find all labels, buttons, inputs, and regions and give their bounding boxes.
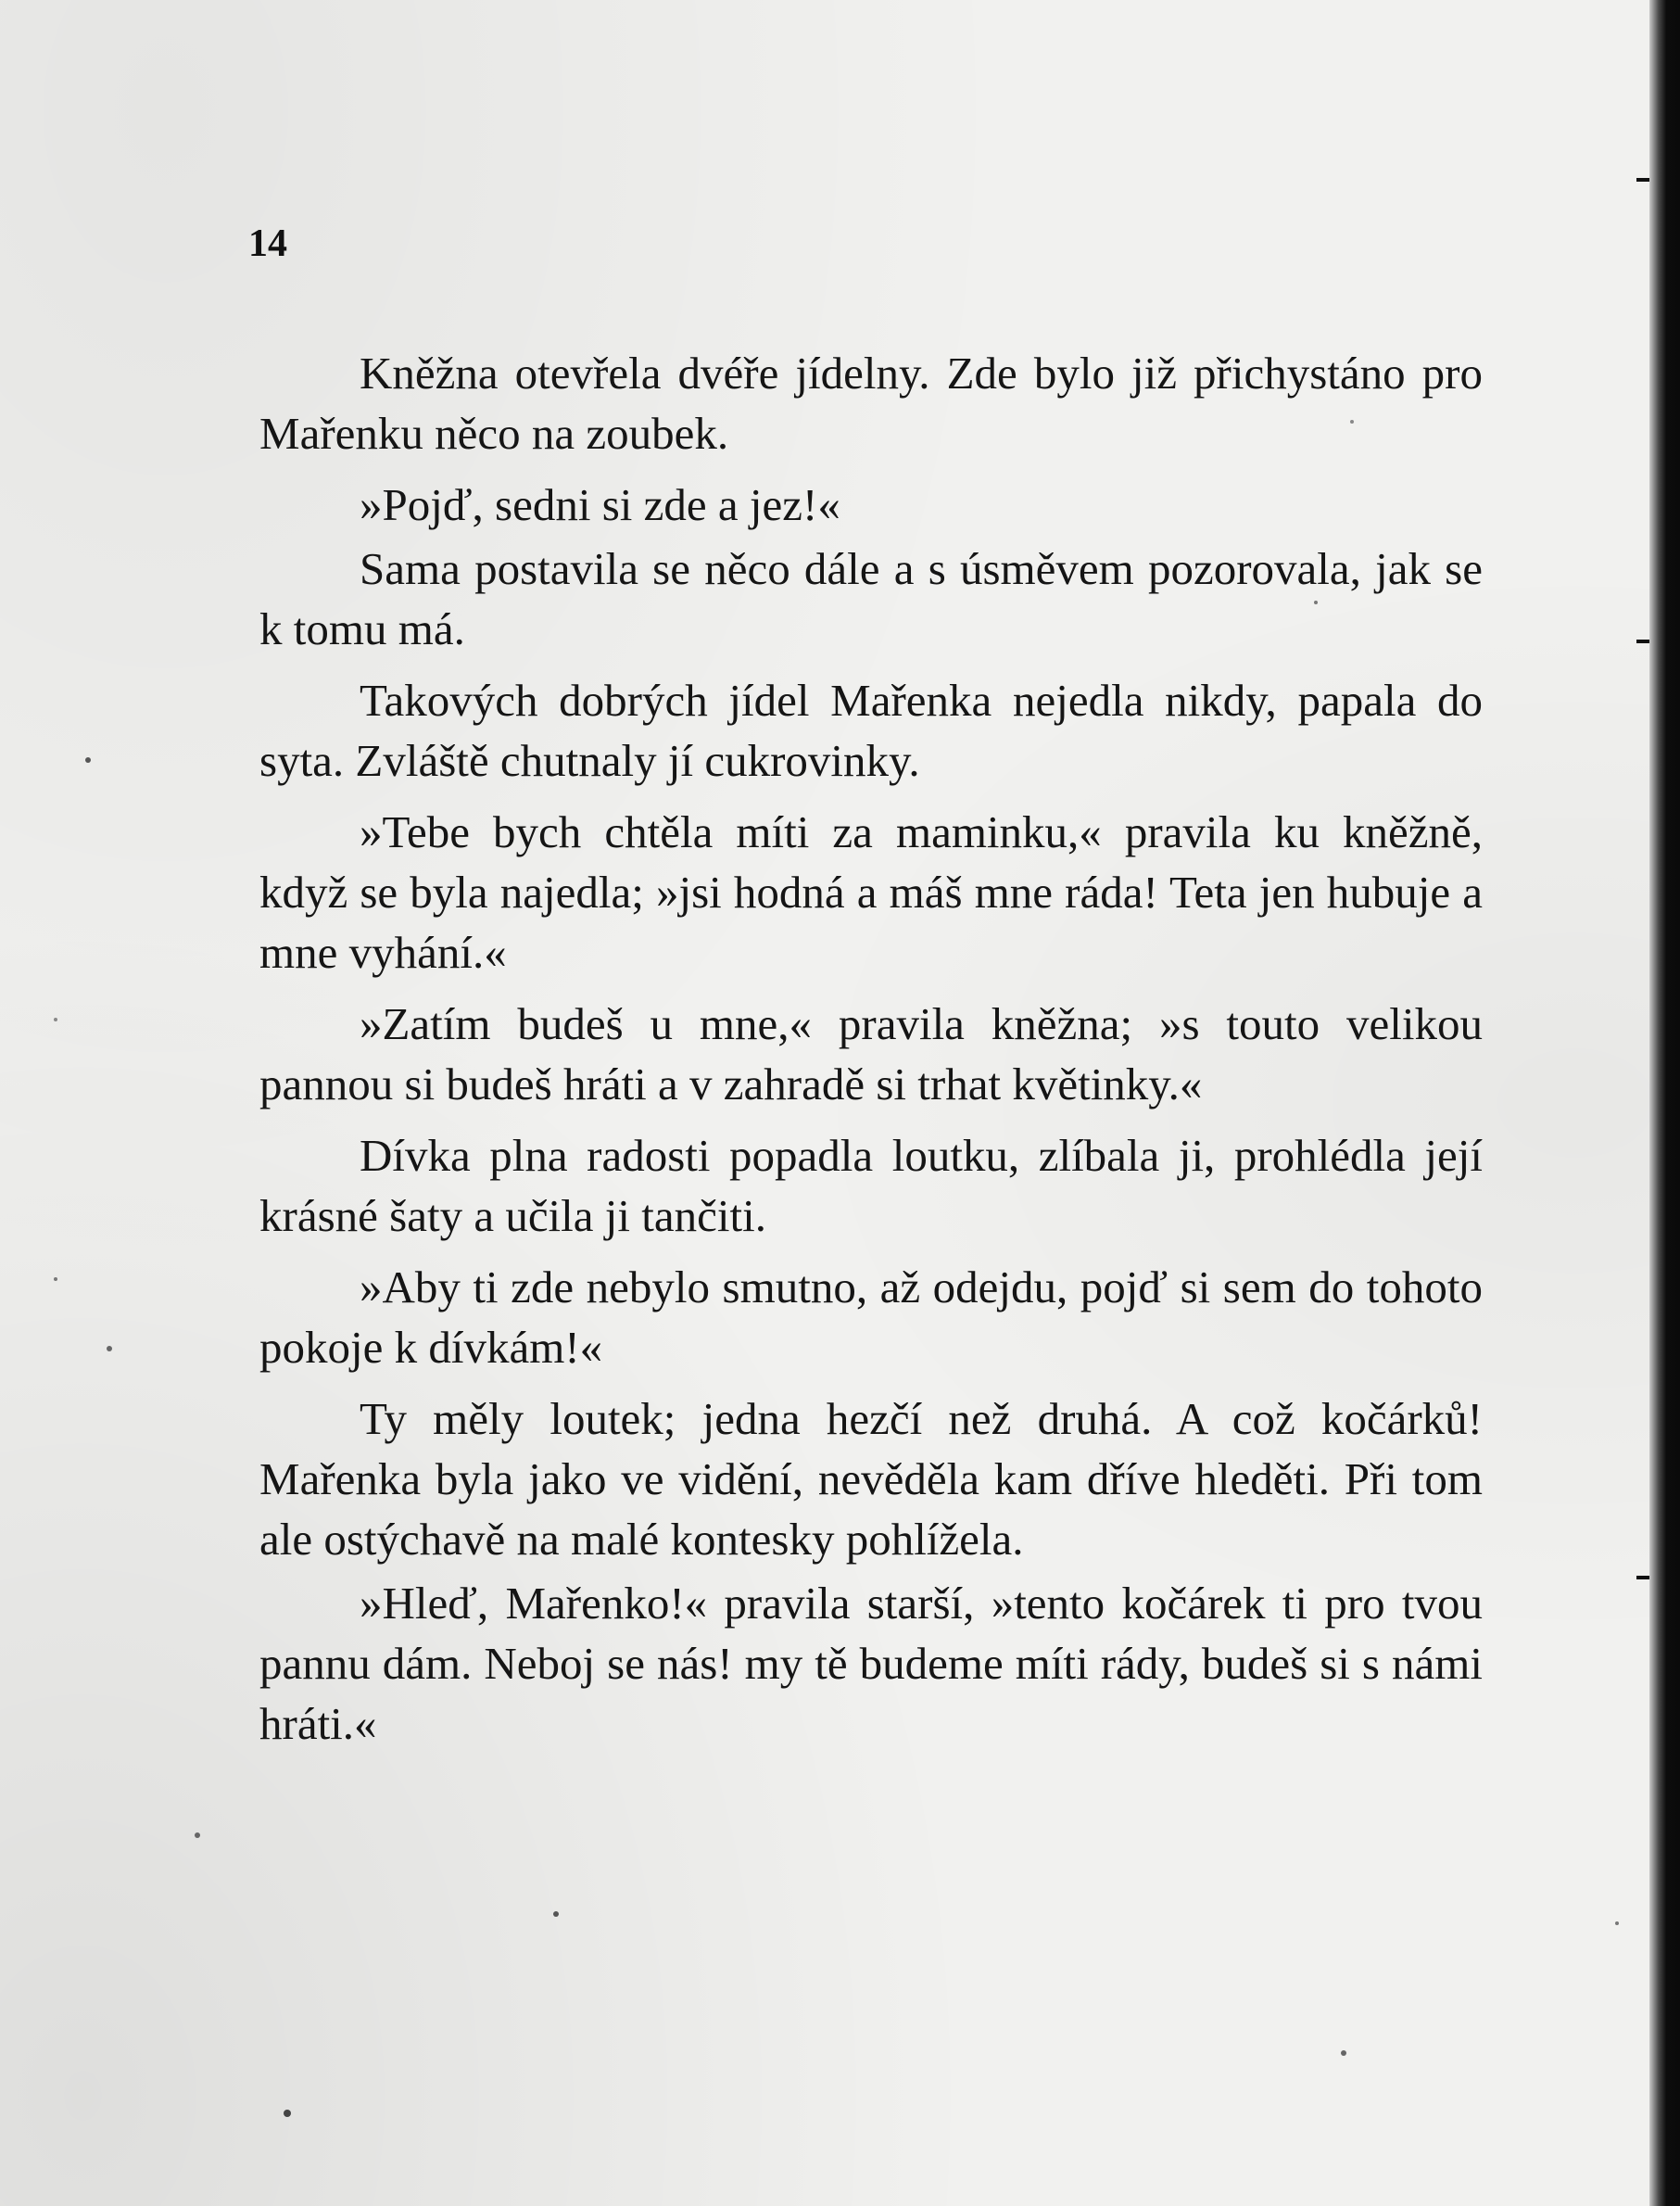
edge-mark <box>1636 640 1649 643</box>
paragraph: »Zatím budeš u mne,« pravila kněžna; »s touto velikou pannou si budeš hráti a v zahradě si trhat květinky.« <box>259 998 1483 1109</box>
book-spine-edge <box>1649 0 1680 2206</box>
body-text <box>259 343 1483 1757</box>
edge-mark <box>1636 1576 1649 1579</box>
edge-mark <box>1636 178 1649 182</box>
paragraph: Sama postavila se něco dále a s úsměvem pozorovala, jak se k tomu má. <box>259 543 1483 654</box>
paragraph: Ty měly loutek; jedna hezčí než druhá. A což kočárků! Mařenka byla jako ve vidění, nevěděla kam dříve hleděti. Při tom ale ostýchavě na malé kontesky pohlížela. <box>259 1393 1483 1565</box>
paragraph: »Tebe bych chtěla míti za maminku,« pravila ku kněžně, když se byla najedla; »jsi hodná a máš mne ráda! Teta jen hubuje a mne vyhání.« <box>259 806 1483 978</box>
paragraph: Kněžna otevřela dvéře jídelny. Zde bylo již přichystáno pro Mařenku něco na zoubek. <box>259 348 1483 459</box>
paragraph: »Aby ti zde nebylo smutno, až odejdu, pojď si sem do tohoto pokoje k dívkám!« <box>259 1261 1483 1373</box>
paragraph: »Hleď, Mařenko!« pravila starší, »tento kočárek ti pro tvou pannu dám. Neboj se nás! my tě budeme míti rády, budeš si s námi hráti.« <box>259 1578 1483 1749</box>
page-number: 14 <box>248 222 287 265</box>
paragraph: »Pojď, sedni si zde a jez!« <box>360 479 840 530</box>
paragraph: Takových dobrých jídel Mařenka nejedla nikdy, papala do syta. Zvláště chutnaly jí cukrovinky. <box>259 675 1483 786</box>
paragraph: Dívka plna radosti popadla loutku, zlíbala ji, prohlédla její krásné šaty a učila ji tančiti. <box>259 1130 1483 1241</box>
